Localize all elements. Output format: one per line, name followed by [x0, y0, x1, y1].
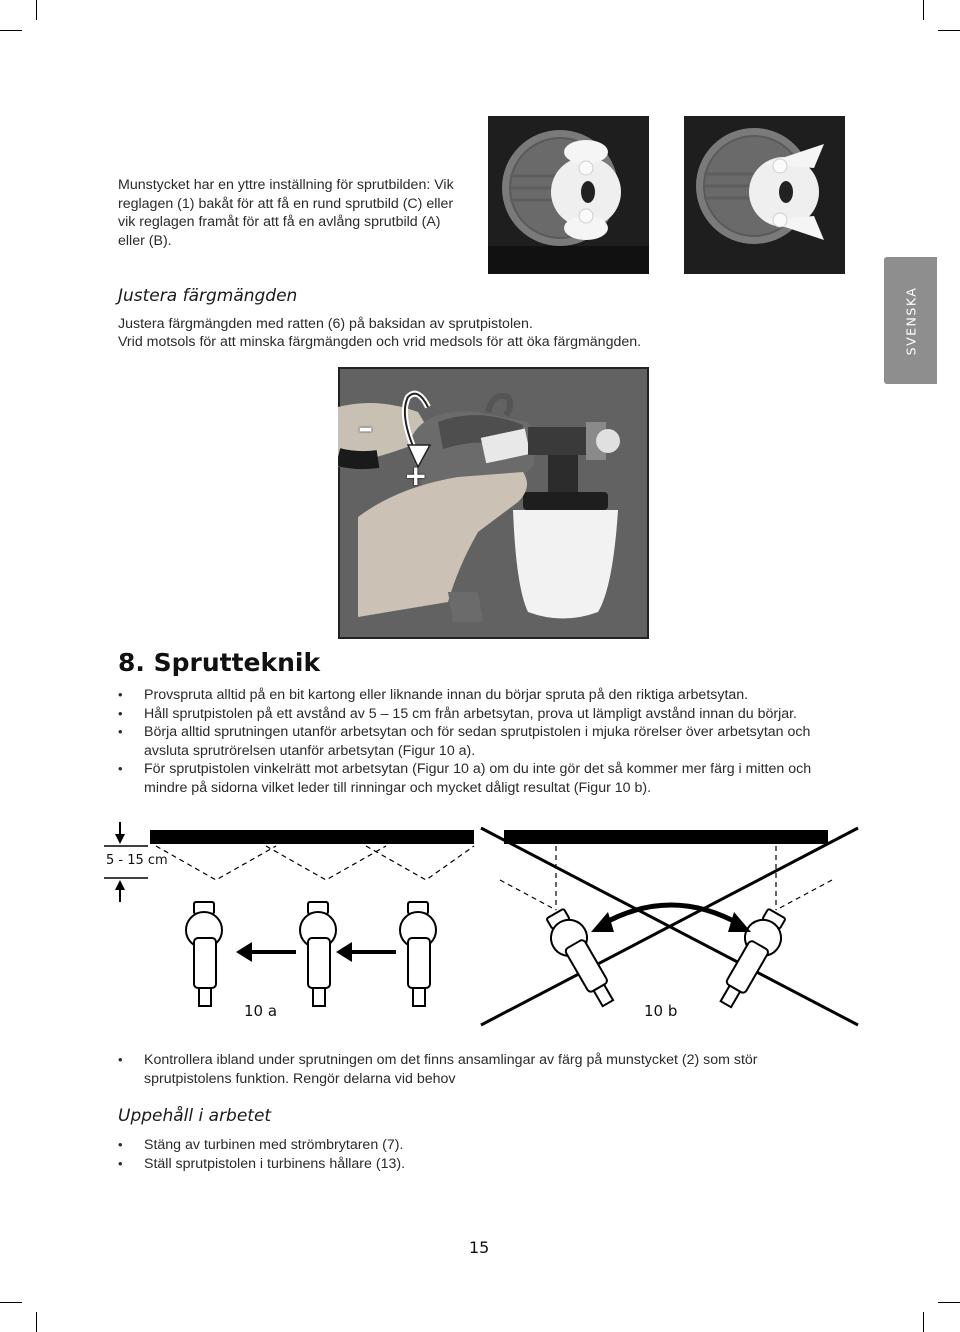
section-heading-pause: Uppehåll i arbetet: [118, 1106, 272, 1126]
pause-list: [118, 1136, 818, 1173]
crop-mark: [923, 1312, 924, 1332]
section-heading-spray-technique: 8. Sprutteknik: [118, 648, 321, 677]
intro-paragraph: Munstycket har en yttre inställning för sprutbilden: Vik reglagen (1) bakåt för att få en rund sprutbild (C) eller vik reglagen framåt för att få en avlång sprutbild (A) eller (B).: [118, 177, 454, 249]
check-nozzle-list: [118, 1051, 818, 1088]
list-item: • Provspruta alltid på en bit kartong eller liknande innan du börjar spruta på den riktiga arbetsytan.: [118, 686, 838, 705]
colour-amount-line1: Justera färgmängden med ratten (6) på baksidan av sprutpistolen.: [118, 316, 533, 332]
spray-technique-figure: [96, 820, 866, 1030]
spray-gun-photo: [338, 367, 649, 639]
language-tab: [884, 257, 937, 384]
nozzle-photo-round: [488, 116, 649, 274]
section-heading-colour-amount: Justera färgmängden: [118, 286, 298, 306]
minus-label: –: [358, 411, 373, 446]
crop-mark: [0, 1302, 22, 1303]
list-item: • Kontrollera ibland under sprutningen om det finns ansamlingar av färg på munstycket (2) som stör sprutpistolens funktion. Rengör delarna vid behov: [118, 1051, 818, 1088]
crop-mark: [36, 1312, 37, 1332]
language-tab-label: SVENSKA: [903, 286, 918, 355]
plus-label: +: [404, 459, 428, 492]
figure-label-10a: 10 a: [244, 1002, 278, 1020]
list-item: • Håll sprutpistolen på ett avstånd av 5 – 15 cm från arbetsytan, prova ut lämpligt avstånd innan du börjar.: [118, 705, 838, 724]
list-item: • Börja alltid sprutningen utanför arbetsytan och för sedan sprutpistolen i mjuka rörelser över arbetsytan och avsluta sprutrörelsen utanför arbetsytan (Figur 10 a).: [118, 723, 838, 760]
list-item: • Ställ sprutpistolen i turbinens hållare (13).: [118, 1155, 818, 1174]
page-number: 15: [469, 1238, 490, 1257]
list-item: • För sprutpistolen vinkelrätt mot arbetsytan (Figur 10 a) om du inte gör det så kommer mer färg i mitten och mindre på sidorna vilket leder till rinningar och mycket dåligt resultat (Figur 10 b).: [118, 760, 838, 797]
colour-amount-line2: Vrid motsols för att minska färgmängden och vrid medsols för att öka färgmängden.: [118, 334, 642, 350]
crop-mark: [938, 30, 960, 31]
crop-mark: [923, 0, 924, 20]
crop-mark: [36, 0, 37, 20]
list-item: • Stäng av turbinen med strömbrytaren (7).: [118, 1136, 818, 1155]
crop-mark: [938, 1302, 960, 1303]
crop-mark: [0, 30, 22, 31]
figure-label-10b: 10 b: [644, 1002, 678, 1020]
nozzle-photo-flat: [684, 116, 845, 274]
spray-technique-list: [118, 686, 838, 797]
distance-label: 5 - 15 cm: [106, 853, 168, 868]
